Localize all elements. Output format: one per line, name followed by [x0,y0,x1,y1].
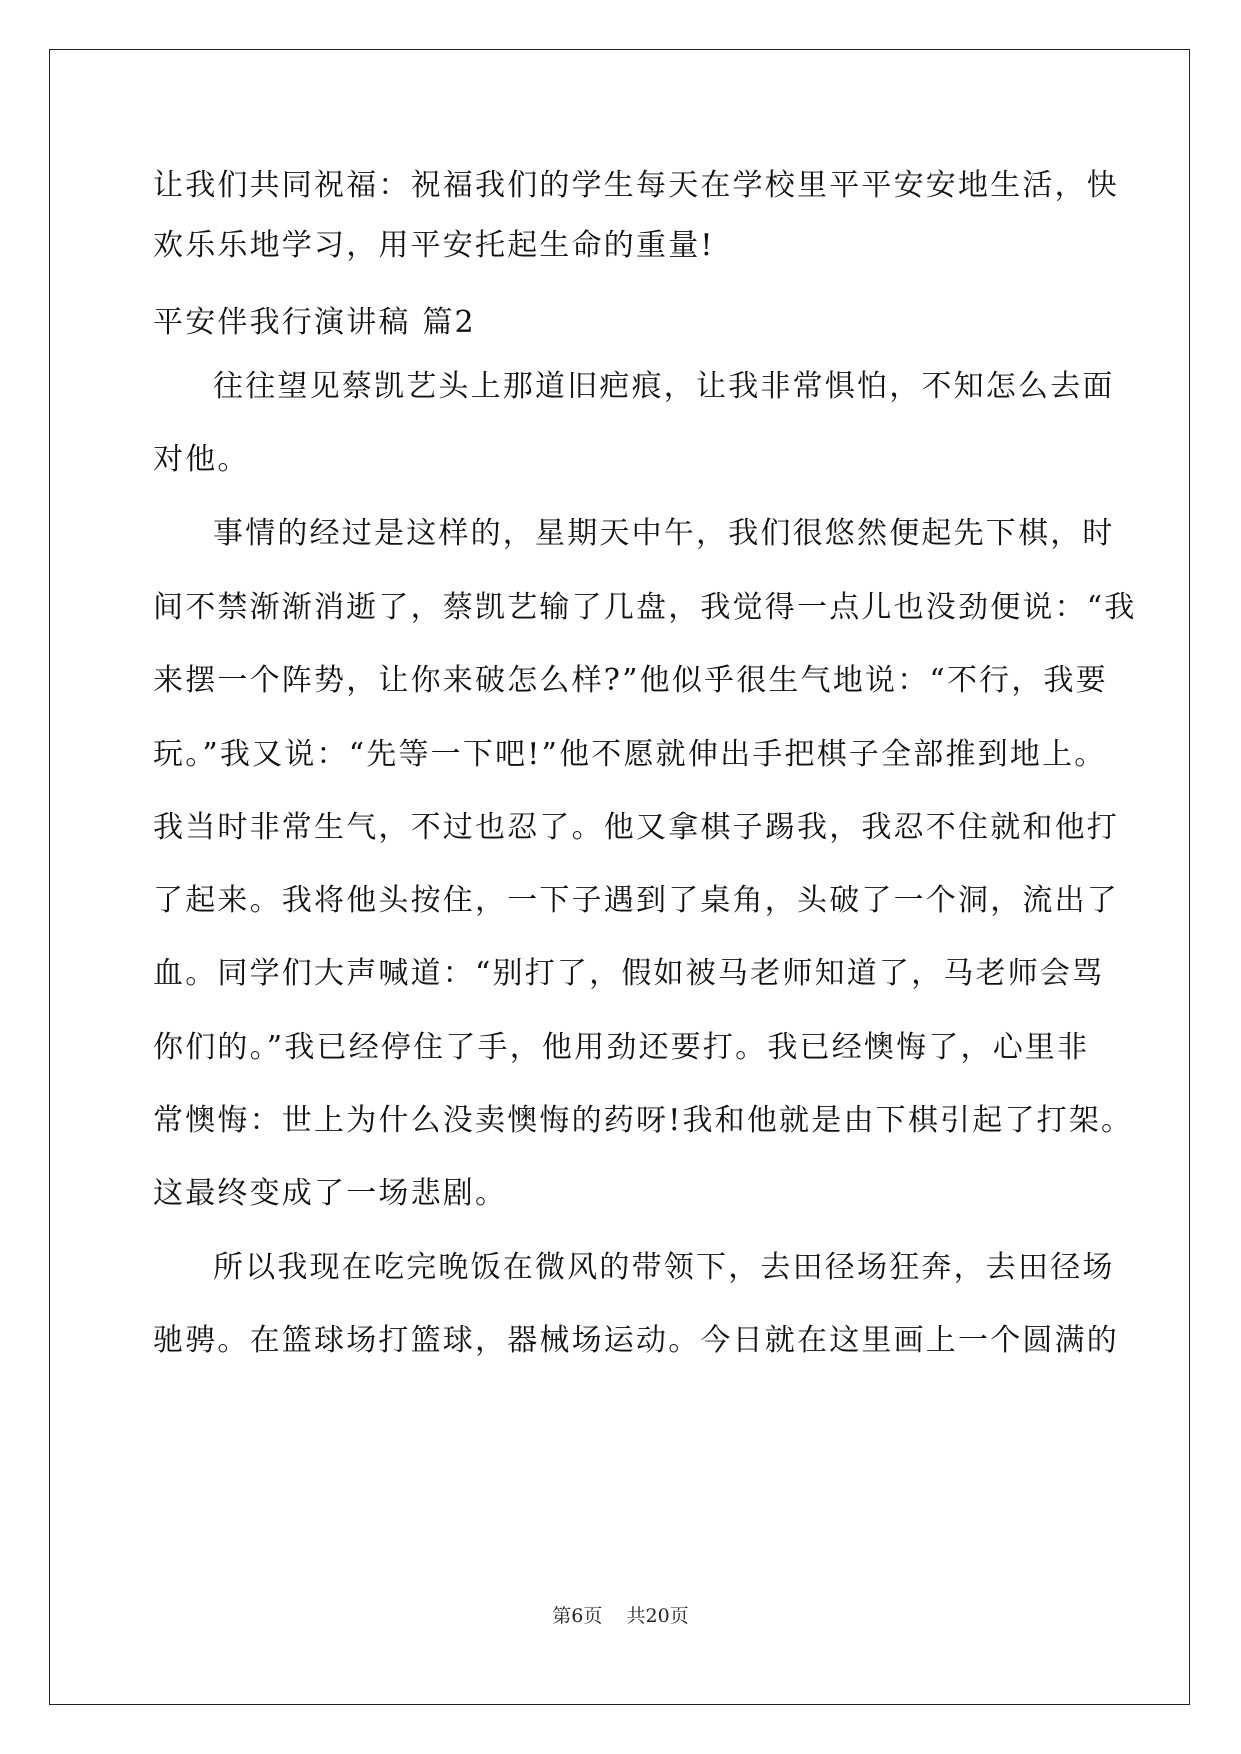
text-line: 欢乐乐地学习，用平安托起生命的重量! [153,228,715,263]
text-line: 了起来。我将他头按住，一下子遇到了桌角，头破了一个洞，流出了 [153,883,1119,918]
text-line: 你们的。”我已经停住了手，他用劲还要打。我已经懊悔了，心里非 [153,1030,1090,1065]
text-line: 事情的经过是这样的，星期天中午，我们很悠然便起先下棋，时 [213,516,1115,551]
section-heading: 平安伴我行演讲稿 篇2 [153,305,476,340]
page-border [49,49,1190,1705]
page-number-footer: 第6页 共20页 [552,1605,689,1627]
text-line: 来摆一个阵势，让你来破怎么样?”他似乎很生气地说：“不行，我要 [153,663,1108,698]
text-line: 往往望见蔡凯艺头上那道旧疤痕，让我非常惧怕，不知怎么去面 [213,369,1115,404]
text-line: 间不禁渐渐消逝了，蔡凯艺输了几盘，我觉得一点儿也没劲便说：“我 [153,590,1137,625]
text-line: 让我们共同祝福：祝福我们的学生每天在学校里平平安安地生活，快 [153,168,1119,203]
text-line: 这最终变成了一场悲剧。 [153,1176,508,1211]
text-line: 对他。 [153,442,250,477]
text-line: 玩。”我又说：“先等一下吧!”他不愿就伸出手把棋子全部推到地上。 [153,737,1107,772]
text-line: 所以我现在吃完晚饭在微风的带领下，去田径场狂奔，去田径场 [213,1250,1115,1285]
text-line: 血。同学们大声喊道：“别打了，假如被马老师知道了，马老师会骂 [153,956,1105,991]
text-line: 常懊悔：世上为什么没卖懊悔的药呀!我和他就是由下棋引起了打架。 [153,1103,1134,1138]
text-line: 我当时非常生气，不过也忍了。他又拿棋子踢我，我忍不住就和他打 [153,810,1119,845]
text-line: 驰骋。在篮球场打篮球，器械场运动。今日就在这里画上一个圆满的 [153,1323,1119,1358]
